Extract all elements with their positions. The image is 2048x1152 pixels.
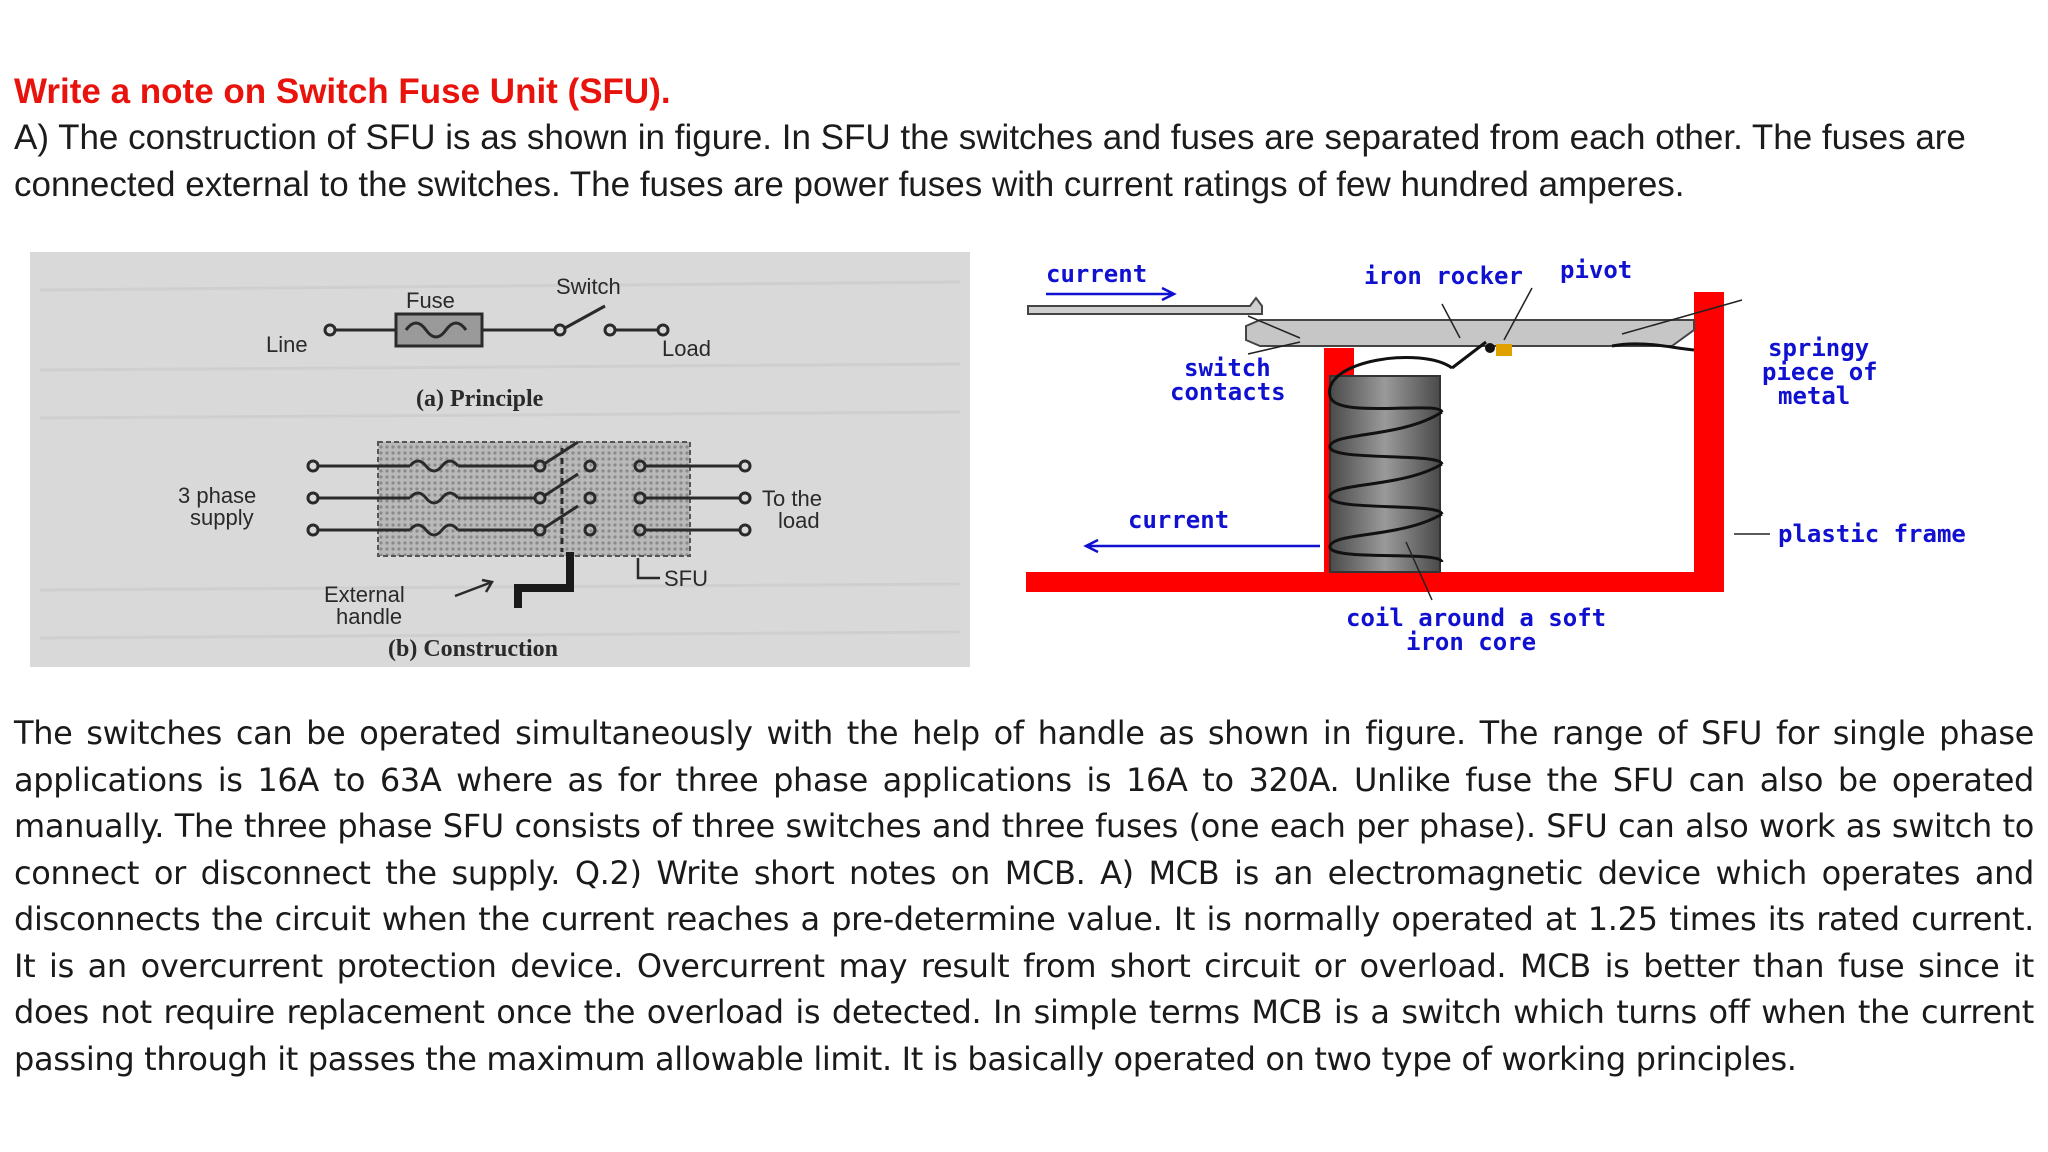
supply-label-1: 3 phase xyxy=(178,483,257,508)
pivot-label: pivot xyxy=(1560,256,1633,284)
body-paragraph: The switches can be operated simultaneously with the help of handle as shown in figure. The range of SFU for single phase applications is 16A to 63A where as for three phase applications is 16A to 320A. Unlike fuse the SFU can also be operated manually. The three phase SFU consists of three switches and three fuses (one each per phase). SFU can also work as switch to connect or disconnect the supply. Q.2) Write short notes on MCB. A) MCB is an electromagnetic device which operates and disconnects the circuit when the current reaches a pre-determine value. It is normally operated at 1.25 times its rated current. It is an overcurrent protection device. Overcurrent may result from short circuit or overload. MCB is better than fuse since it does not require replacement once the overload is detected. In simple terms MCB is a switch which turns off when the current passing through it passes the maximum allowable limit. It is basically operated on two type of working principles. xyxy=(14,714,2034,1078)
line-label: Line xyxy=(266,332,308,357)
handle-label-2: handle xyxy=(336,604,403,629)
caption-construction: (b) Construction xyxy=(388,636,559,662)
mcb-diagram xyxy=(1022,250,2022,670)
switch-contacts-label-2: contacts xyxy=(1170,378,1286,406)
load-label: Load xyxy=(662,336,711,361)
caption-principle: (a) Principle xyxy=(416,386,544,412)
intro-paragraph: A) The construction of SFU is as shown in figure. In SFU the switches and fuses are separated from each other. The fuses are connected external to the switches. The fuses are power fuses with current ratings of few hundred amperes. xyxy=(14,118,1966,204)
springy-label-3: metal xyxy=(1778,382,1851,410)
fixed-contact xyxy=(1028,298,1262,314)
sfu-label: SFU xyxy=(664,566,708,591)
springy-label-2: piece of xyxy=(1762,358,1878,386)
coil-label-2: iron core xyxy=(1406,628,1537,656)
pivot-block xyxy=(1496,344,1512,356)
switch-label: Switch xyxy=(556,274,621,299)
current-bottom-label: current xyxy=(1128,506,1230,534)
supply-label-2: supply xyxy=(190,505,254,530)
sfu-diagram xyxy=(30,252,970,667)
switch-contacts-label-1: switch xyxy=(1184,354,1271,382)
fuse-label: Fuse xyxy=(406,288,455,313)
current-arrow-bottom xyxy=(1086,540,1320,552)
pivot-point xyxy=(1485,343,1495,353)
to-load-label-1: To the xyxy=(762,486,822,511)
current-arrow-top xyxy=(1046,288,1174,300)
section-title: Write a note on Switch Fuse Unit (SFU). xyxy=(14,72,671,111)
springy-label-1: springy xyxy=(1768,334,1870,362)
coil-label-1: coil around a soft xyxy=(1346,604,1607,632)
plastic-frame-label: plastic frame xyxy=(1778,520,1966,548)
iron-rocker-label: iron rocker xyxy=(1364,262,1523,290)
to-load-label-2: load xyxy=(778,508,820,533)
current-top-label: current xyxy=(1046,260,1148,288)
handle-label-1: External xyxy=(324,582,405,607)
